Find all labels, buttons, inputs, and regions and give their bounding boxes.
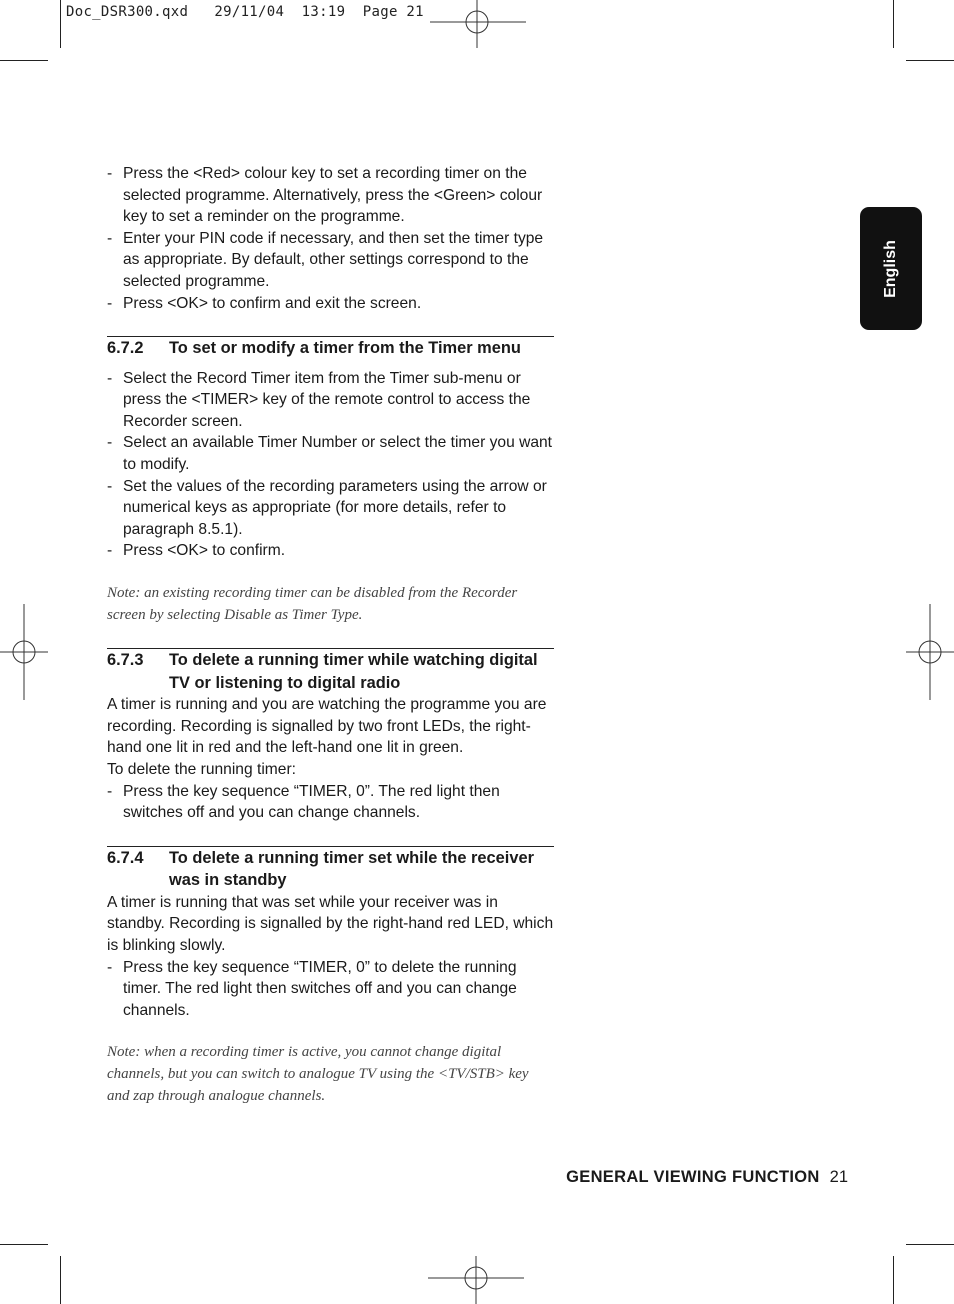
- intro-list: [107, 163, 554, 314]
- registration-mark-icon: [428, 1256, 524, 1304]
- print-slug: Doc_DSR300.qxd 29/11/04 13:19 Page 21: [66, 4, 424, 20]
- section-list: [107, 781, 554, 824]
- section-number: 6.7.4: [107, 848, 144, 867]
- crop-mark: [60, 0, 61, 48]
- section-list: [107, 957, 554, 1022]
- section-note: Note: when a recording timer is active, you cannot change digital channels, but you can switch to analogue TV using the <TV/STB> key and zap through analogue channels.: [107, 1044, 529, 1104]
- section-title: To delete a running timer while watching digital TV or listening to digital radio: [169, 651, 538, 692]
- section-note: Note: an existing recording timer can be disabled from the Recorder screen by selecting Disable as Timer Type.: [107, 585, 518, 623]
- footer-section-title: GENERAL VIEWING FUNCTION: [566, 1168, 820, 1186]
- section-title: To set or modify a timer from the Timer menu: [169, 339, 521, 358]
- section-heading: [107, 648, 554, 694]
- section-heading: [107, 846, 554, 892]
- list-item: - Select an available Timer Number or select the timer you want to modify.: [107, 432, 554, 475]
- list-item: - Select the Record Timer item from the Timer sub-menu or press the <TIMER> key of the remote control to access the Recorder screen.: [107, 368, 554, 433]
- section-number: 6.7.2: [107, 339, 144, 358]
- crop-mark: [893, 0, 894, 48]
- language-tab: [860, 207, 922, 330]
- list-item: - Press the <Red> colour key to set a recording timer on the selected programme. Alternatively, press the <Green> colour key to set a reminder on the programme.: [107, 163, 554, 228]
- section-heading: [107, 336, 554, 360]
- crop-mark: [60, 1256, 61, 1304]
- page-number: 21: [829, 1168, 848, 1186]
- crop-mark: [906, 60, 954, 61]
- section-paragraph: A timer is running and you are watching the programme you are recording. Recording is signalled by two front LEDs, the right-hand one lit in red and the left-hand one lit in green.: [107, 696, 547, 757]
- language-tab-label: English: [882, 239, 899, 298]
- crop-mark: [0, 60, 48, 61]
- registration-mark-icon: [430, 0, 526, 48]
- page-footer: [566, 1168, 848, 1187]
- list-item: - Press the key sequence “TIMER, 0”. The red light then switches off and you can change channels.: [107, 781, 554, 824]
- crop-mark: [906, 1244, 954, 1245]
- list-item: - Set the values of the recording parameters using the arrow or numerical keys as appropriate (for more details, refer to paragraph 8.5.1).: [107, 476, 554, 541]
- section-paragraph: A timer is running that was set while your receiver was in standby. Recording is signalled by the right-hand red LED, which is blinking slowly.: [107, 893, 554, 954]
- section-title: To delete a running timer set while the receiver was in standby: [169, 848, 534, 890]
- section-paragraph: To delete the running timer:: [107, 760, 296, 778]
- page-content: [107, 163, 554, 1107]
- list-item: - Press <OK> to confirm and exit the screen.: [107, 293, 554, 315]
- crop-mark: [0, 1244, 48, 1245]
- list-item: - Press <OK> to confirm.: [107, 540, 554, 562]
- section-number: 6.7.3: [107, 651, 144, 670]
- crop-mark: [893, 1256, 894, 1304]
- registration-mark-icon: [906, 604, 954, 700]
- list-item: - Enter your PIN code if necessary, and then set the timer type as appropriate. By default, other settings correspond to the selected programme.: [107, 228, 554, 293]
- list-item: - Press the key sequence “TIMER, 0” to delete the running timer. The red light then switches off and you can change channels.: [107, 957, 554, 1022]
- registration-mark-icon: [0, 604, 48, 700]
- section-list: [107, 368, 554, 562]
